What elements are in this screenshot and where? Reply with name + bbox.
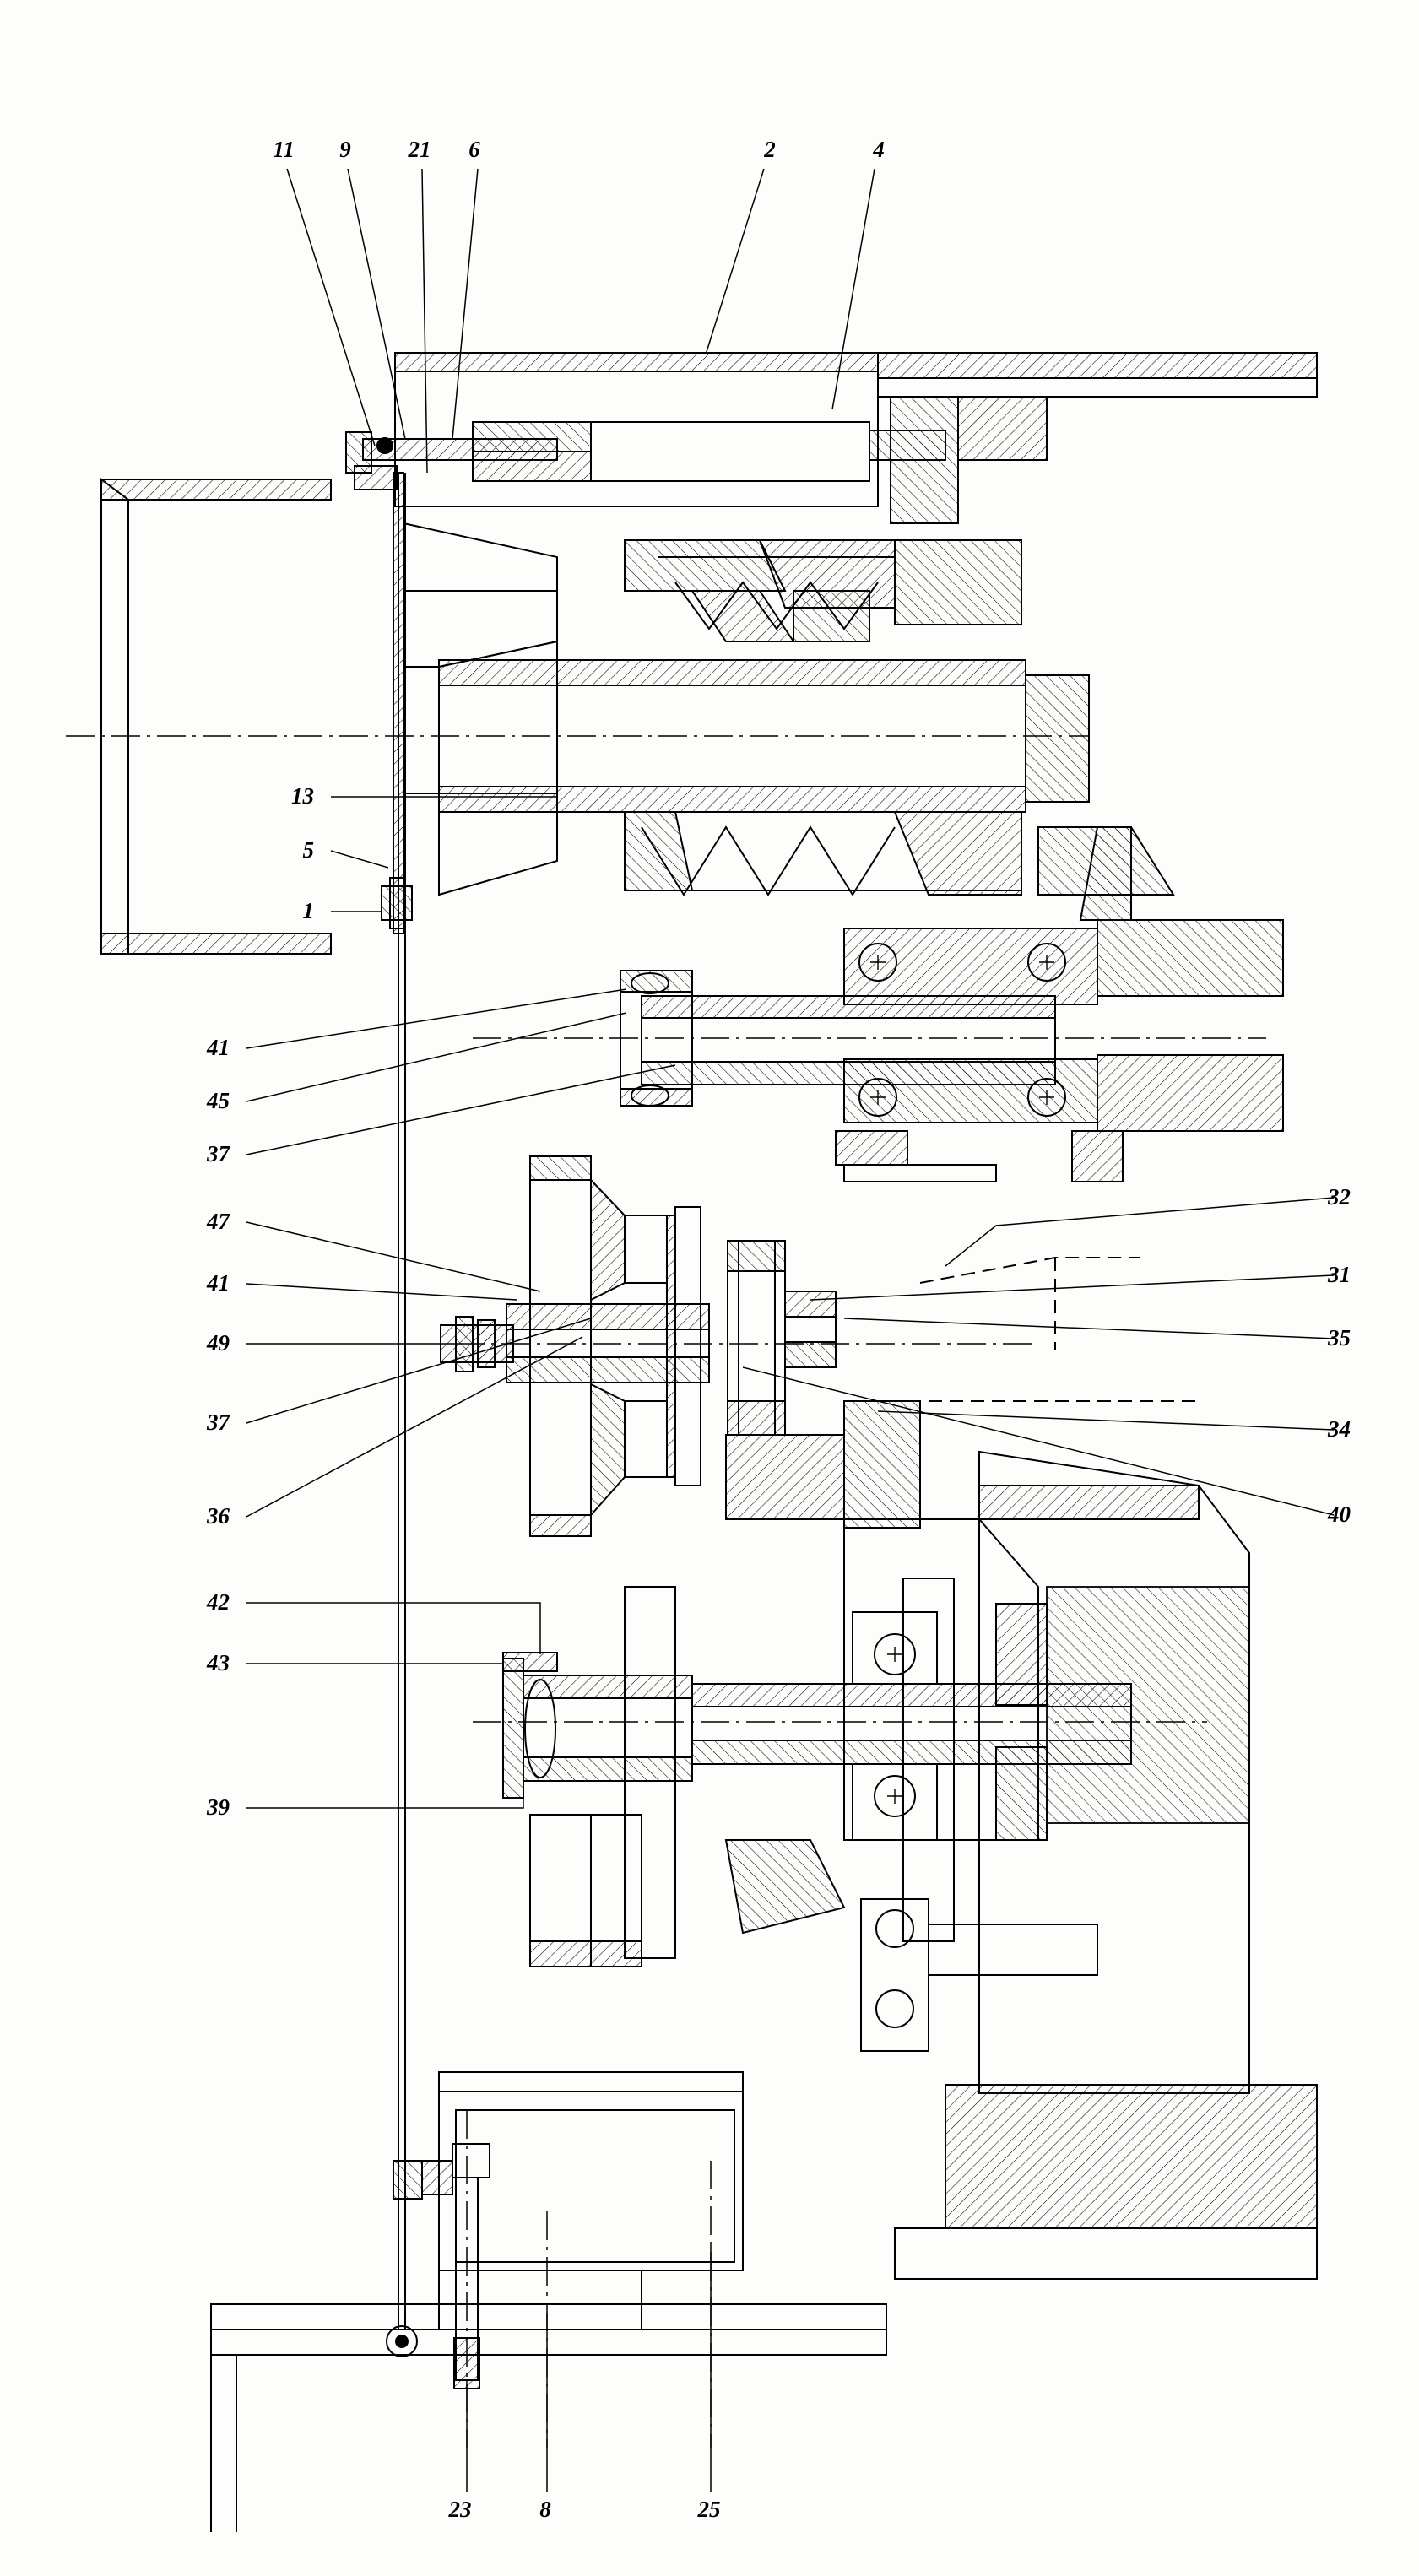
- ref-label-41-lower: 41: [207, 1270, 230, 1296]
- ref-label-36: 36: [207, 1503, 230, 1529]
- ref-label-43: 43: [207, 1650, 230, 1675]
- ref-label-37-upper: 37: [207, 1141, 230, 1166]
- ref-label-34: 34: [1328, 1416, 1351, 1442]
- ref-label-25: 25: [697, 2497, 721, 2522]
- ref-label-45: 45: [207, 1088, 230, 1113]
- ref-label-42: 42: [207, 1589, 230, 1615]
- ref-label-9: 9: [339, 137, 351, 162]
- ref-label-41-upper: 41: [207, 1035, 230, 1060]
- ref-label-11: 11: [273, 137, 295, 162]
- right-main-housing: [844, 1452, 1317, 2279]
- ref-label-6: 6: [468, 137, 480, 162]
- ref-label-47: 47: [207, 1209, 230, 1234]
- upper-left-bracket: [101, 479, 331, 954]
- ref-label-49: 49: [207, 1330, 230, 1356]
- ref-label-40: 40: [1328, 1502, 1351, 1527]
- ref-label-4: 4: [873, 137, 885, 162]
- ref-label-8: 8: [539, 2497, 551, 2522]
- bottom-actuator: [211, 2072, 886, 2532]
- ref-label-35: 35: [1328, 1325, 1351, 1350]
- ref-label-39: 39: [207, 1794, 230, 1820]
- ref-label-1: 1: [302, 898, 314, 923]
- ref-label-13: 13: [291, 783, 314, 809]
- ref-label-37-lower: 37: [207, 1410, 230, 1435]
- ref-label-31: 31: [1328, 1262, 1351, 1287]
- cone-bracket: [382, 473, 557, 934]
- ref-label-5: 5: [302, 837, 314, 863]
- central-pulley-assembly: [441, 1156, 1199, 1536]
- ref-label-23: 23: [448, 2497, 472, 2522]
- ref-label-2: 2: [764, 137, 776, 162]
- bevel-gear-upper: [439, 540, 1173, 895]
- lower-shaft-assembly: [503, 1587, 1131, 2051]
- ref-label-32: 32: [1328, 1184, 1351, 1210]
- ref-label-21: 21: [408, 137, 431, 162]
- top-housing: [346, 353, 1317, 523]
